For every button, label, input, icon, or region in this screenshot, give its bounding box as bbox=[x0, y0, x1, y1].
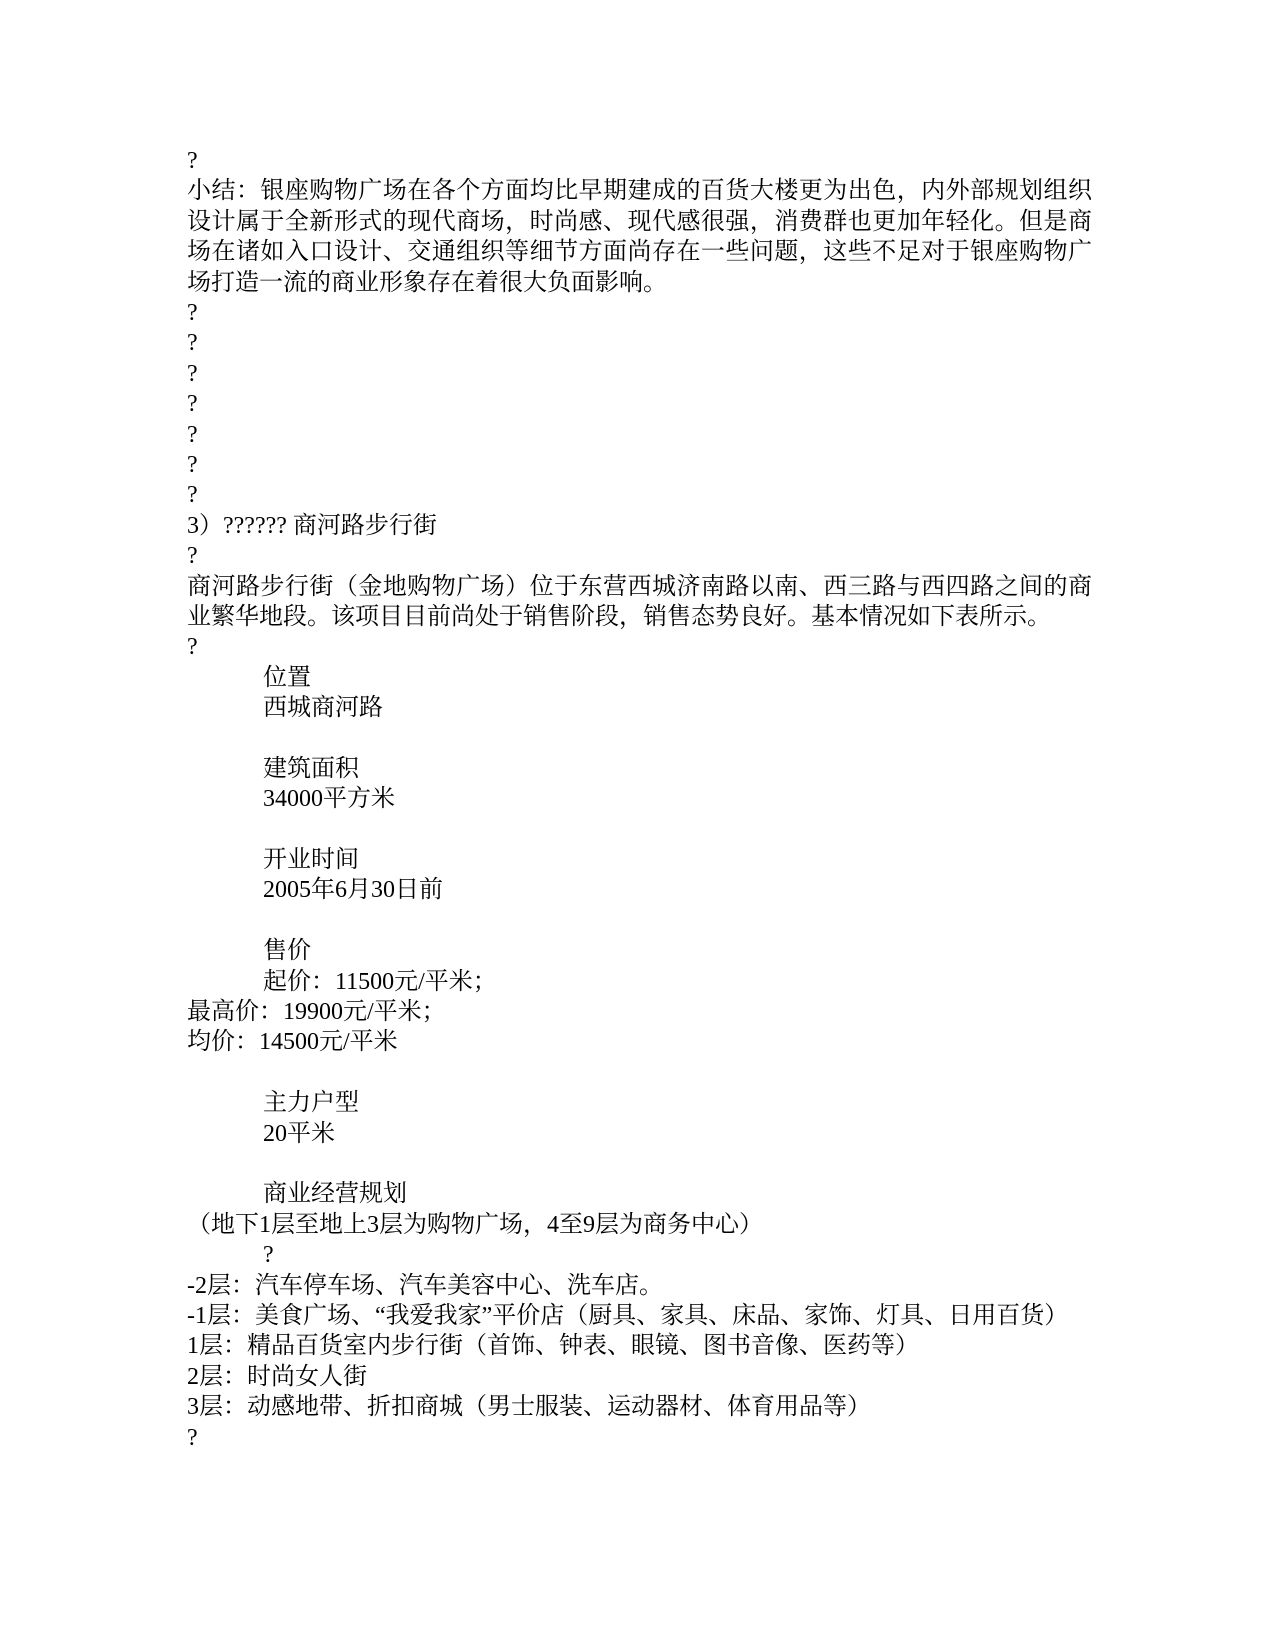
price-avg: 均价：14500元/平米 bbox=[187, 1029, 398, 1056]
location-label: 位置 bbox=[263, 664, 311, 691]
question-mark: ? bbox=[187, 451, 198, 478]
floor-item: 2层：时尚女人街 bbox=[187, 1363, 367, 1390]
plan-note: （地下1层至地上3层为购物广场，4至9层为商务中心） bbox=[187, 1211, 763, 1238]
document-page bbox=[187, 146, 1092, 1453]
question-mark: ? bbox=[187, 391, 198, 418]
price-label: 售价 bbox=[263, 938, 311, 965]
unit-value: 20平米 bbox=[263, 1120, 335, 1147]
floor-item: -1层：美食广场、“我爱我家”平价店（厨具、家具、床品、家饰、灯具、日用百货） bbox=[187, 1302, 1069, 1329]
question-mark: ? bbox=[187, 482, 198, 509]
location-value: 西城商河路 bbox=[263, 695, 383, 722]
question-mark: ? bbox=[187, 634, 198, 661]
question-mark: ? bbox=[187, 543, 198, 570]
question-mark: ? bbox=[187, 1424, 198, 1451]
price-start: 起价：11500元/平米； bbox=[263, 968, 497, 995]
unit-label: 主力户型 bbox=[263, 1090, 359, 1117]
question-mark: ? bbox=[187, 360, 198, 387]
area-value: 34000平方米 bbox=[263, 786, 395, 813]
question-mark: ? bbox=[187, 300, 198, 327]
floor-item: -2层：汽车停车场、汽车美容中心、洗车店。 bbox=[187, 1272, 663, 1299]
open-label: 开业时间 bbox=[263, 847, 359, 874]
area-label: 建筑面积 bbox=[263, 755, 359, 782]
intro-paragraph: 商河路步行街（金地购物广场）位于东营西城济南路以南、西三路与西四路之间的商业繁华地段。该项目目前尚处于销售阶段，销售态势良好。基本情况如下表所示。 bbox=[187, 573, 1092, 630]
question-mark: ? bbox=[187, 330, 198, 357]
question-mark: ? bbox=[263, 1242, 274, 1269]
price-max: 最高价：19900元/平米； bbox=[187, 999, 446, 1026]
floor-item: 3层：动感地带、折扣商城（男士服装、运动器材、体育用品等） bbox=[187, 1394, 871, 1421]
section-title: 3）?????? 商河路步行街 bbox=[187, 512, 437, 539]
floor-item: 1层：精品百货室内步行街（首饰、钟表、眼镜、图书音像、医药等） bbox=[187, 1333, 919, 1360]
question-mark: ? bbox=[187, 148, 198, 174]
open-value: 2005年6月30日前 bbox=[263, 877, 443, 904]
plan-label: 商业经营规划 bbox=[263, 1181, 407, 1208]
question-mark: ? bbox=[187, 421, 198, 448]
summary-paragraph: 小结：银座购物广场在各个方面均比早期建成的百货大楼更为出色，内外部规划组织设计属于全新形式的现代商场，时尚感、现代感很强，消费群也更加年轻化。但是商场在诸如入口设计、交通组织等细节方面尚存在一些问题，这些不足对于银座购物广场打造一流的商业形象存在着很大负面影响。 bbox=[187, 178, 1092, 296]
